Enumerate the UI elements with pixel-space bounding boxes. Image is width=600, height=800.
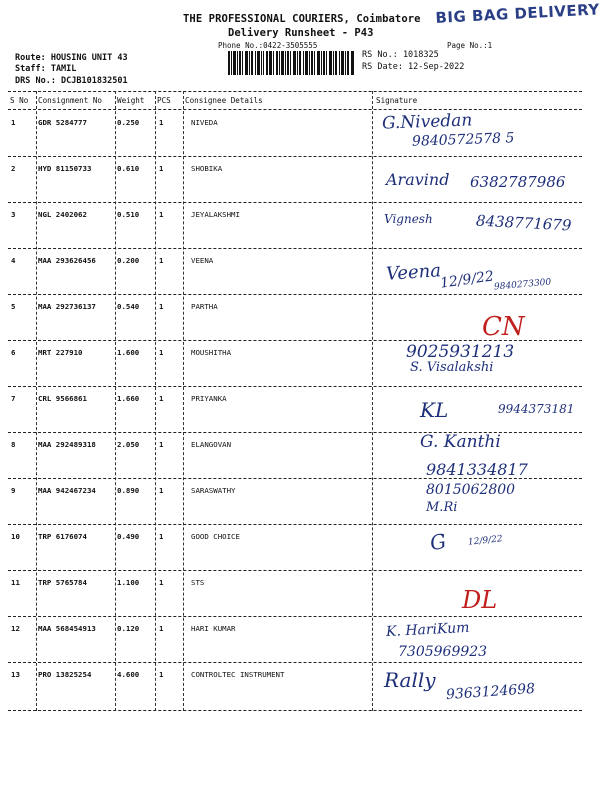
row-consignment: GDR 5284777 — [38, 118, 87, 127]
row-signature-name: Veena — [385, 260, 442, 285]
row-consignee: HARI KUMAR — [191, 624, 236, 633]
row-signature-name: G.Nivedan — [381, 110, 473, 134]
column-divider — [115, 91, 116, 711]
row-consignee: ELANGOVAN — [191, 440, 232, 449]
row-consignee: MOUSHITHA — [191, 348, 232, 357]
row-divider — [8, 294, 582, 295]
drs-number: DRS No.: DCJB101832501 — [15, 76, 128, 86]
row-pcs: 1 — [159, 624, 164, 633]
staff-label: Staff: TAMIL — [15, 64, 77, 74]
row-weight: 0.490 — [117, 532, 140, 541]
row-divider — [8, 570, 582, 571]
row-consignment: MAA 292736137 — [38, 302, 96, 311]
table-bottom-rule — [8, 710, 582, 711]
row-signature-phone: 9025931213 — [406, 342, 515, 362]
row-sno: 6 — [11, 348, 16, 357]
row-sno: 12 — [11, 624, 20, 633]
row-weight: 1.600 — [117, 348, 140, 357]
row-consignee: GOOD CHOICE — [191, 532, 240, 541]
row-signature-date: 12/9/22 — [467, 534, 504, 548]
row-divider — [8, 616, 582, 617]
row-pcs: 1 — [159, 394, 164, 403]
row-pcs: 1 — [159, 532, 164, 541]
row-consignment: CRL 9566861 — [38, 394, 87, 403]
row-signature-phone: 9840572578 5 — [411, 130, 515, 150]
column-header-sno: S No — [10, 96, 29, 105]
row-signature-initials: DL — [462, 586, 498, 614]
row-pcs: 1 — [159, 578, 164, 587]
row-consignment: TRP 6176074 — [38, 532, 87, 541]
row-signature-name: Vignesh — [384, 212, 433, 226]
row-signature-phone: 9363124698 — [445, 680, 536, 704]
page-number: Page No.:1 — [447, 41, 493, 50]
row-signature-name: G. Kanthi — [420, 432, 501, 452]
row-consignment: PRO 13825254 — [38, 670, 92, 679]
row-consignment: MAA 293626456 — [38, 256, 96, 265]
row-consignment: MAA 568454913 — [38, 624, 96, 633]
row-weight: 1.100 — [117, 578, 140, 587]
row-sno: 13 — [11, 670, 20, 679]
row-pcs: 1 — [159, 670, 164, 679]
row-consignment: NGL 2402062 — [38, 210, 87, 219]
row-pcs: 1 — [159, 210, 164, 219]
row-consignment: MAA 942467234 — [38, 486, 96, 495]
row-sno: 9 — [11, 486, 16, 495]
row-pcs: 1 — [159, 440, 164, 449]
row-weight: 0.890 — [117, 486, 140, 495]
row-sno: 10 — [11, 532, 20, 541]
column-divider — [155, 91, 156, 711]
row-sno: 2 — [11, 164, 16, 173]
row-signature-name: M.Ri — [426, 500, 458, 515]
row-divider — [8, 524, 582, 525]
row-consignee: PRIYANKA — [191, 394, 227, 403]
row-consignee: SARASWATHY — [191, 486, 236, 495]
row-divider — [8, 340, 582, 341]
row-signature-phone: 6382787986 — [470, 173, 566, 191]
row-sno: 7 — [11, 394, 16, 403]
row-consignee: CONTROLTEC INSTRUMENT — [191, 670, 285, 679]
row-weight: 0.120 — [117, 624, 140, 633]
row-signature-phone: 9944373181 — [498, 402, 575, 416]
row-signature-phone: 7305969923 — [398, 644, 488, 660]
row-divider — [8, 156, 582, 157]
row-consignment: HYD 81150733 — [38, 164, 92, 173]
row-signature-phone: 8015062800 — [426, 482, 516, 498]
row-consignment: TRP 5765784 — [38, 578, 87, 587]
row-signature-date: 12/9/22 — [439, 268, 495, 292]
row-weight: 0.540 — [117, 302, 140, 311]
row-signature-phone: 8438771679 — [475, 211, 572, 235]
row-signature-name: Aravind — [386, 170, 450, 189]
row-sno: 5 — [11, 302, 16, 311]
row-consignee: SHOBIKA — [191, 164, 223, 173]
table-header-rule — [8, 109, 582, 110]
column-header-weight: Weight — [117, 96, 145, 105]
row-divider — [8, 248, 582, 249]
phone-number: Phone No.:0422-3505555 — [218, 41, 318, 50]
row-signature-phone: 9841334817 — [426, 460, 528, 479]
rs-number: RS No.: 1018325 — [362, 50, 439, 60]
row-sno: 4 — [11, 256, 16, 265]
row-weight: 0.200 — [117, 256, 140, 265]
column-header-consignment: Consignment No — [38, 96, 103, 105]
row-signature-initials: CN — [482, 312, 525, 342]
row-pcs: 1 — [159, 256, 164, 265]
row-weight: 0.510 — [117, 210, 140, 219]
row-consignment: MRT 227910 — [38, 348, 83, 357]
row-weight: 2.050 — [117, 440, 140, 449]
barcode-icon — [228, 51, 354, 75]
row-sno: 3 — [11, 210, 16, 219]
row-consignee: VEENA — [191, 256, 214, 265]
row-consignee: NIVEDA — [191, 118, 218, 127]
row-sno: 11 — [11, 578, 20, 587]
row-consignee: JEYALAKSHMI — [191, 210, 240, 219]
row-signature-phone: 9840273300 — [493, 277, 552, 293]
row-signature-name: Rally — [384, 668, 436, 692]
row-sno: 1 — [11, 118, 16, 127]
row-pcs: 1 — [159, 118, 164, 127]
row-consignment: MAA 292489318 — [38, 440, 96, 449]
row-weight: 0.250 — [117, 118, 140, 127]
rs-date: RS Date: 12-Sep-2022 — [362, 62, 465, 72]
column-header-consignee: Consignee Details — [185, 96, 263, 105]
row-divider — [8, 202, 582, 203]
column-header-pcs: PCS — [157, 96, 171, 105]
row-consignee: PARTHA — [191, 302, 218, 311]
row-weight: 1.660 — [117, 394, 140, 403]
row-signature-name: S. Visalakshi — [410, 360, 494, 375]
column-divider — [183, 91, 184, 711]
row-weight: 4.600 — [117, 670, 140, 679]
row-pcs: 1 — [159, 164, 164, 173]
row-signature-name: K. HariKum — [385, 619, 470, 641]
row-divider — [8, 386, 582, 387]
big-bag-stamp: BIG BAG DELIVERY — [435, 0, 600, 27]
row-signature-initials: G — [428, 528, 448, 556]
row-consignee: STS — [191, 578, 205, 587]
row-divider — [8, 662, 582, 663]
row-pcs: 1 — [159, 348, 164, 357]
company-title: THE PROFESSIONAL COURIERS, Coimbatore — [183, 13, 421, 25]
column-header-signature: Signature — [376, 96, 418, 105]
row-sno: 8 — [11, 440, 16, 449]
row-weight: 0.610 — [117, 164, 140, 173]
column-divider — [372, 91, 373, 711]
row-signature-initials: KL — [420, 398, 449, 422]
row-pcs: 1 — [159, 486, 164, 495]
column-divider — [36, 91, 37, 711]
row-divider — [8, 478, 582, 479]
table-top-rule — [8, 91, 582, 92]
row-pcs: 1 — [159, 302, 164, 311]
runsheet-title: Delivery Runsheet - P43 — [228, 27, 374, 39]
route-label: Route: HOUSING UNIT 43 — [15, 53, 128, 63]
